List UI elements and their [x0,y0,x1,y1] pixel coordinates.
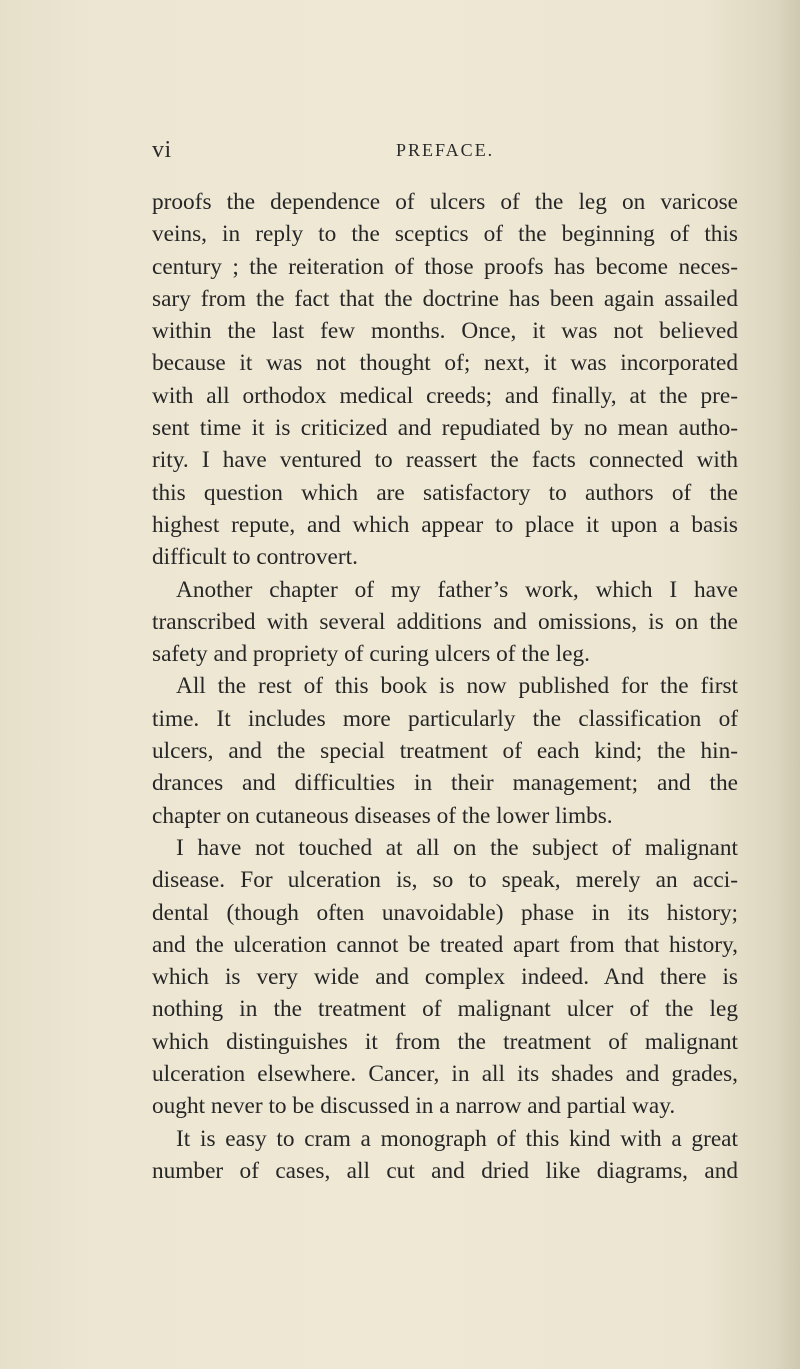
text-line: sent time it is criticized and repudiated by no mean autho- [152,415,738,442]
running-head: PREFACE. [396,140,495,160]
body-text [152,186,738,1187]
text-line: drances and difficulties in their management; and the [152,770,738,797]
text-line: which distinguishes it from the treatment of malignant [152,1028,738,1055]
text-line: because it was not thought of; next, it was incorporated [152,350,738,377]
text-line: safety and propriety of curing ulcers of the leg. [152,641,590,668]
text-line: transcribed with several additions and omissions, is on the [152,608,738,635]
paragraph [152,670,738,831]
text-line: which is very wide and complex indeed. And there is [152,964,738,991]
page-header [152,137,712,165]
text-line: within the last few months. Once, it was not believed [152,318,738,345]
text-line: ought never to be discussed in a narrow and partial way. [152,1093,676,1120]
text-line: number of cases, all cut and dried like diagrams, and [152,1157,738,1184]
paragraph [152,574,738,671]
text-line: sary from the fact that the doctrine has been again assailed [152,285,738,312]
text-line: veins, in reply to the sceptics of the beginning of this [152,221,738,248]
text-line: difficult to controvert. [152,544,358,571]
text-line: and the ulceration cannot be treated apart from that history, [152,931,738,958]
text-line: It is easy to cram a monograph of this kind with a great [176,1125,738,1152]
text-line: I have not touched at all on the subject of malignant [176,834,738,861]
page-number: vi [152,137,172,163]
paragraph [152,186,738,574]
text-line: dental (though often unavoidable) phase in its history; [152,899,738,926]
text-line: ulcers, and the special treatment of each kind; the hin- [152,738,738,765]
text-line: chapter on cutaneous diseases of the lower limbs. [152,802,613,829]
text-line: Another chapter of my father’s work, which I have [176,576,738,603]
paragraph [152,832,738,1123]
text-line: time. It includes more particularly the classification of [152,705,738,732]
text-line: century ; the reiteration of those proofs has become neces- [152,253,738,280]
text-line: rity. I have ventured to reassert the facts connected with [152,447,738,474]
paragraph [152,1123,738,1188]
text-line: disease. For ulceration is, so to speak, merely an acci- [152,867,738,894]
text-line: ulceration elsewhere. Cancer, in all its shades and grades, [152,1061,738,1088]
text-line: this question which are satisfactory to authors of the [152,479,738,506]
text-line: highest repute, and which appear to place it upon a basis [152,511,738,538]
text-line: All the rest of this book is now published for the first [176,673,738,700]
text-line: proofs the dependence of ulcers of the leg on varicose [152,189,738,215]
text-line: with all orthodox medical creeds; and finally, at the pre- [152,382,738,409]
text-line: nothing in the treatment of malignant ulcer of the leg [152,996,738,1023]
